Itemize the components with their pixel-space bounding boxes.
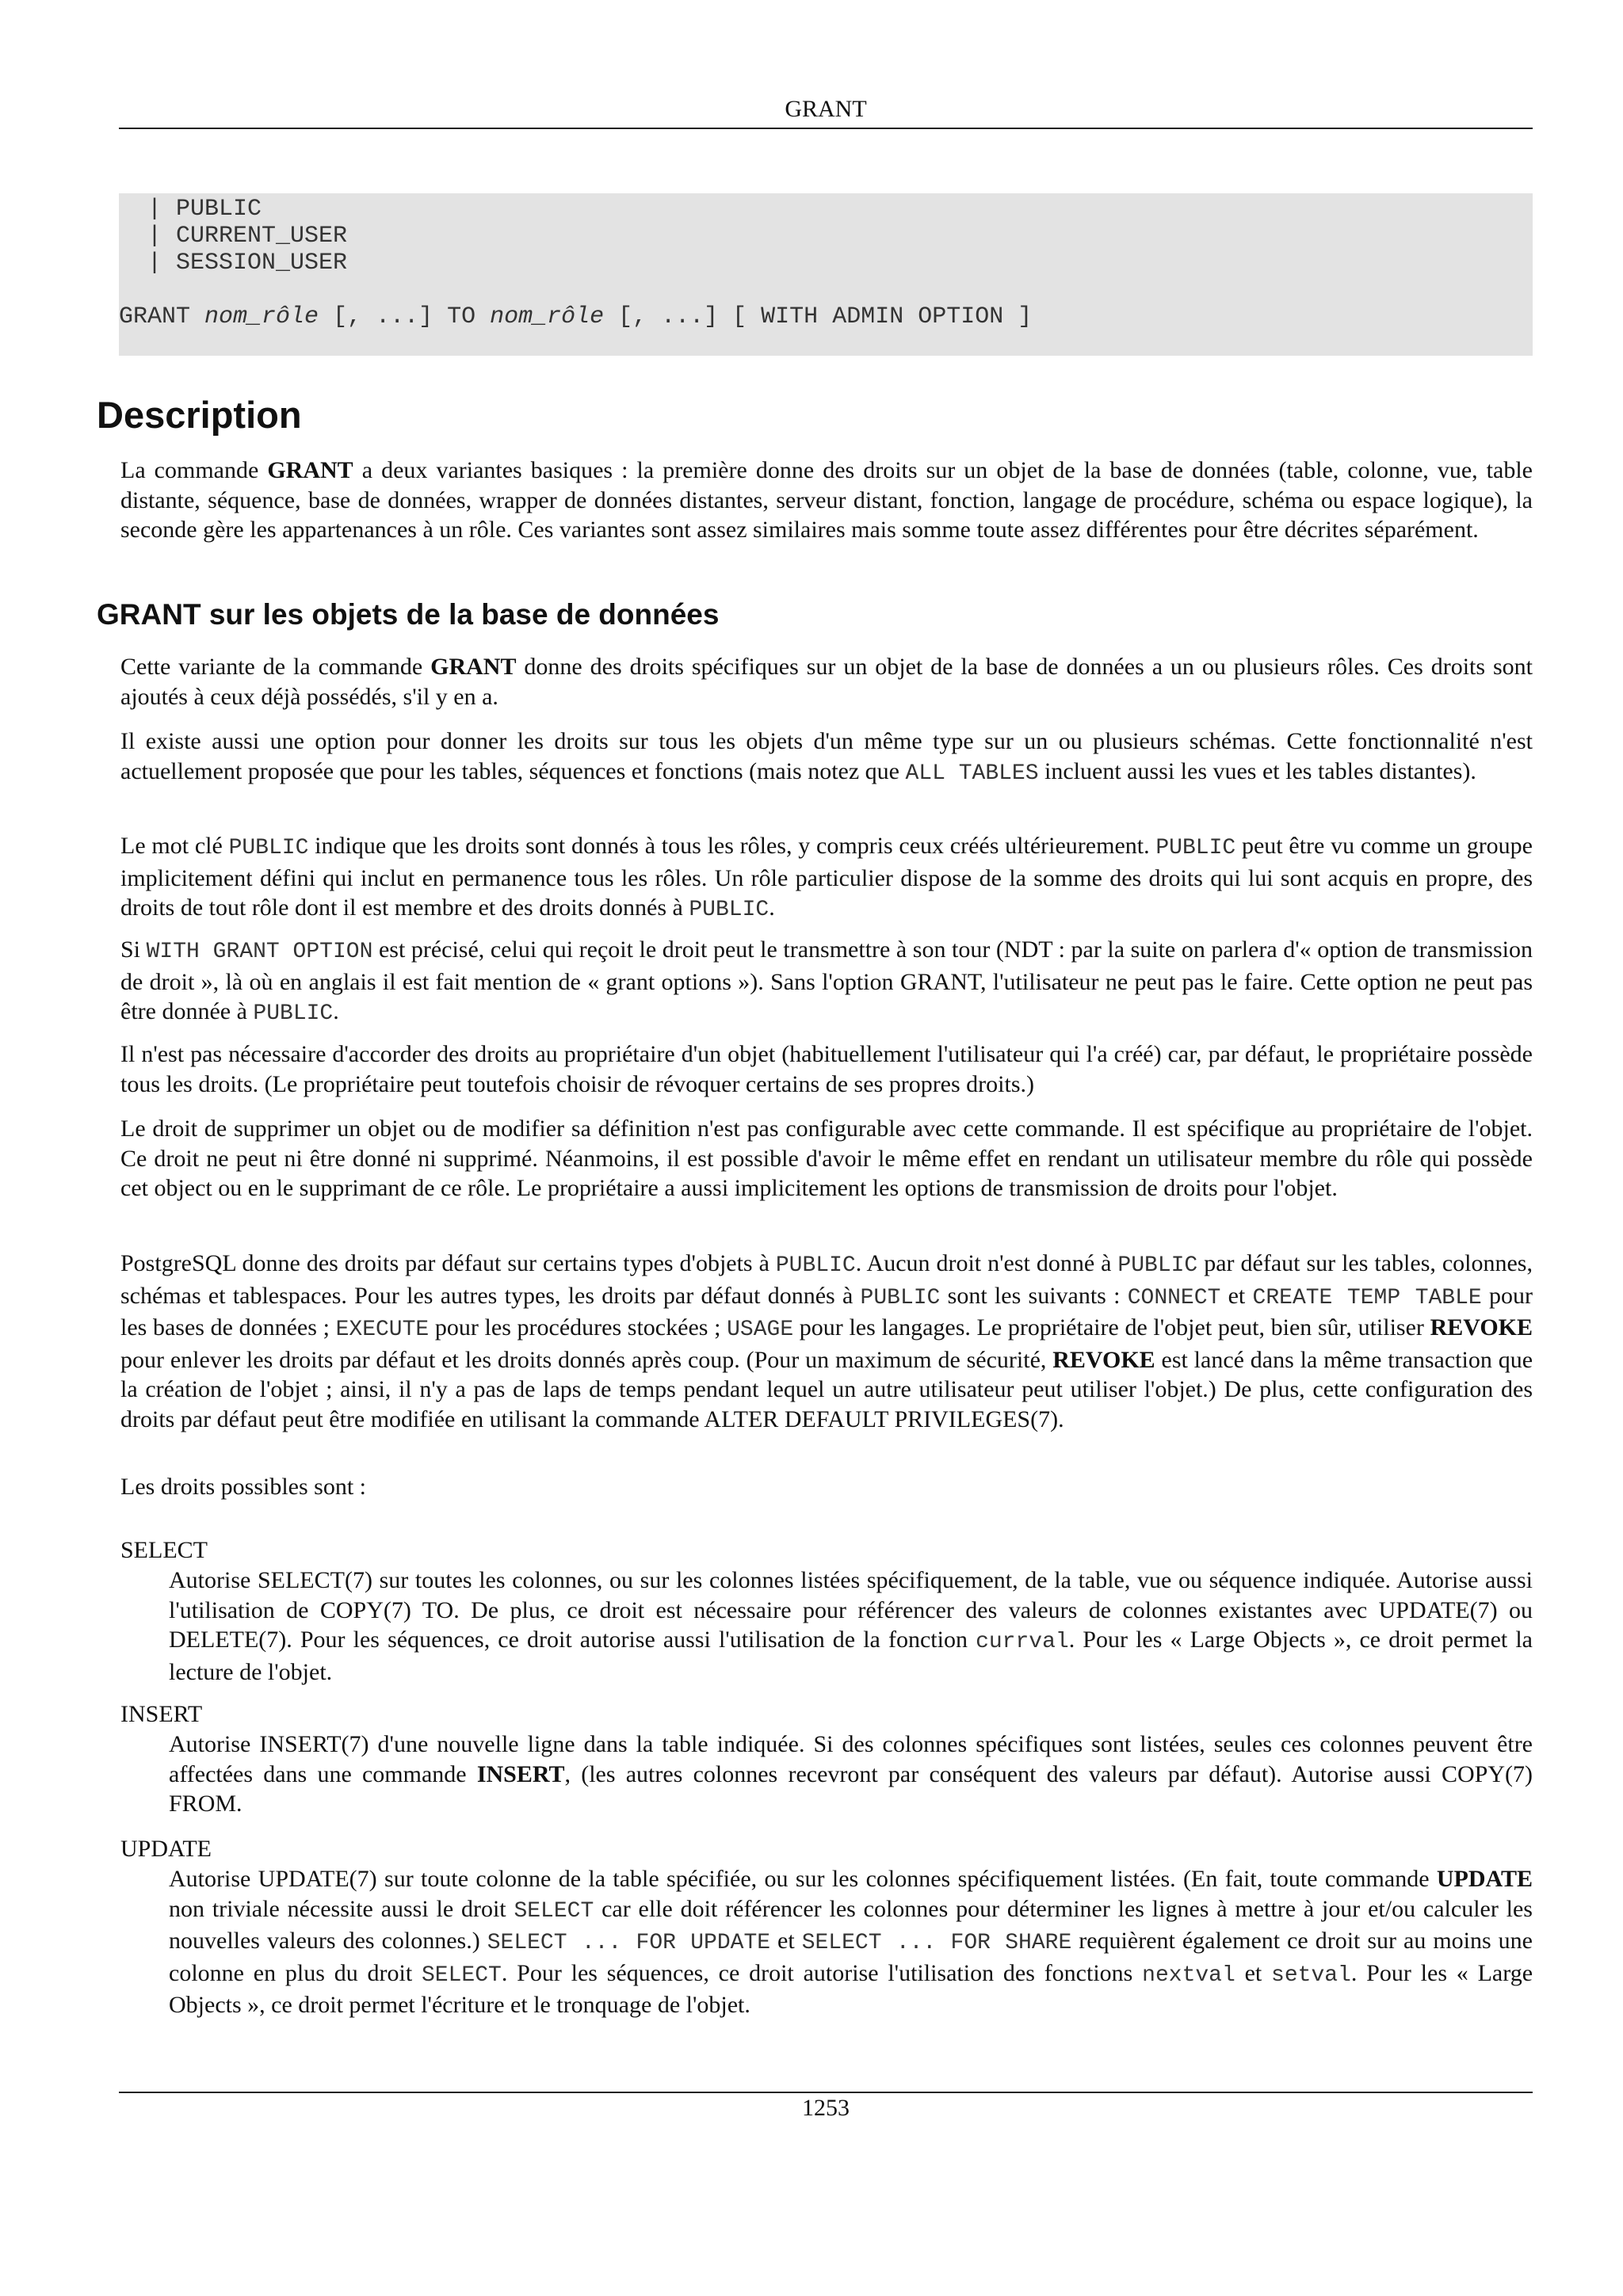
section-paragraph-5: Il n'est pas nécessaire d'accorder des droits au propriétaire d'un objet (habituellement l'utilisateur qui l'a créé) car, par défaut, le propriétaire possède tous les droits. (Le propriétaire peut toutefois choisir de révoquer certains de ses propres droits.) — [120, 1041, 1533, 1097]
code-block — [119, 193, 1533, 356]
section-paragraph-4: Si WITH GRANT OPTION est précisé, celui qui reçoit le droit peut le transmettre à son tour (NDT : par la suite on parlera d'« option de transmission de droit », là où en anglais il est fait mention de « grant options »). Sans l'option GRANT, l'utilisateur ne peut pas le faire. Cette option ne peut pas être donnée à PUBLIC. — [120, 936, 1533, 1026]
definition-update: Autorise UPDATE(7) sur toute colonne de la table spécifiée, ou sur les colonnes spécifiquement listées. (En fait, toute commande UPDATE non triviale nécessite aussi le droit SELECT car elle doit référencer les colonnes pour déterminer les lignes à mettre à jour et/ou calculer les nouvelles valeurs des colonnes.) SELECT ... FOR UPDATE et SELECT ... FOR SHARE requièrent également ce droit sur au moins une colonne en plus du droit SELECT. Pour les séquences, ce droit autorise l'utilisation des fonctions nextval et setval. Pour les « Large Objects », ce droit permet l'écriture et le tronquage de l'objet. — [169, 1866, 1533, 2018]
page-number: 1253 — [802, 2095, 850, 2121]
term-select: SELECT — [120, 1537, 208, 1563]
term-update: UPDATE — [120, 1836, 212, 1862]
code-line-grant-role: GRANT nom_rôle [, ...] TO nom_rôle [, ...] [ WITH ADMIN OPTION ] — [119, 303, 1033, 330]
section-paragraph-6: Le droit de supprimer un objet ou de modifier sa définition n'est pas configurable avec cette commande. Il est spécifique au propriétaire de l'objet. Ce droit ne peut ni être donné ni supprimé. Néanmoins, il est possible d'avoir le même effet en rendant un utilisateur membre du rôle qui possède cet object ou en le supprimant de ce rôle. Le propriétaire a aussi implicitement les options de transmission de droits pour l'objet. — [120, 1116, 1533, 1201]
section-paragraph-1: Cette variante de la commande GRANT donne des droits spécifiques sur un objet de la base de données a un ou plusieurs rôles. Ces droits sont ajoutés à ceux déjà possédés, s'il y en a. — [120, 654, 1533, 710]
header-rule — [119, 128, 1533, 129]
code-line-current-user: | CURRENT_USER — [119, 223, 348, 250]
section-heading: GRANT sur les objets de la base de données — [97, 598, 720, 631]
term-insert: INSERT — [120, 1701, 203, 1727]
definition-select: Autorise SELECT(7) sur toutes les colonnes, ou sur les colonnes listées spécifiquement, de la table, vue ou séquence indiquée. Autorise aussi l'utilisation de COPY(7) TO. De plus, ce droit est nécessaire pour référencer des valeurs de colonnes existantes avec UPDATE(7) ou DELETE(7). Pour les séquences, ce droit autorise aussi l'utilisation de la fonction currval. Pour les « Large Objects », ce droit permet la lecture de l'objet. — [169, 1567, 1533, 1685]
section-paragraph-7: PostgreSQL donne des droits par défaut sur certains types d'objets à PUBLIC. Aucun droit n'est donné à PUBLIC par défaut sur les tables, colonnes, schémas et tablespaces. Pour les autres types, les droits par défaut donnés à PUBLIC sont les suivants : CONNECT et CREATE TEMP TABLE pour les bases de données ; EXECUTE pour les procédures stockées ; USAGE pour les langages. Le propriétaire de l'objet peut, bien sûr, utiliser REVOKE pour enlever les droits par défaut et les droits donnés après coup. (Pour un maximum de sécurité, REVOKE est lancé dans la même transaction que la création de l'objet ; ainsi, il n'y a pas de laps de temps pendant lequel un autre utilisateur peut utiliser l'objet.) De plus, cette configuration des droits par défaut peut être modifiée en utilisant la commande ALTER DEFAULT PRIVILEGES(7). — [120, 1250, 1533, 1432]
section-paragraph-3: Le mot clé PUBLIC indique que les droits sont donnés à tous les rôles, y compris ceux créés ultérieurement. PUBLIC peut être vu comme un groupe implicitement défini qui inclut en permanence tous les rôles. Un rôle particulier dispose de la somme des droits qui lui sont acquis en propre, des droits de tout rôle dont il est membre et des droits donnés à PUBLIC. — [120, 833, 1533, 922]
section-paragraph-2: Il existe aussi une option pour donner les droits sur tous les objets d'un même type sur un ou plusieurs schémas. Cette fonctionnalité n'est actuellement proposée que pour les tables, séquences et fonctions (mais notez que ALL TABLES incluent aussi les vues et les tables distantes). — [120, 728, 1533, 786]
section-paragraph-8: Les droits possibles sont : — [120, 1474, 367, 1500]
code-line-session-user: | SESSION_USER — [119, 250, 348, 277]
description-heading: Description — [97, 394, 302, 436]
definition-insert: Autorise INSERT(7) d'une nouvelle ligne dans la table indiquée. Si des colonnes spécifiques sont listées, seules ces colonnes peuvent être affectées dans une commande INSERT, (les autres colonnes recevront par conséquent des valeurs par défaut). Autorise aussi COPY(7) FROM. — [169, 1731, 1533, 1817]
description-paragraph: La commande GRANT a deux variantes basiques : la première donne des droits sur un objet de la base de données (table, colonne, vue, table distante, séquence, base de données, wrapper de données distantes, serveur distant, fonction, langage de procédure, schéma ou espace logique), la seconde gère les appartenances à un rôle. Ces variantes sont assez similaires mais somme toute assez différentes pour être décrites séparément. — [120, 457, 1533, 543]
running-header: GRANT — [785, 96, 867, 122]
code-line-public: | PUBLIC — [119, 196, 262, 223]
